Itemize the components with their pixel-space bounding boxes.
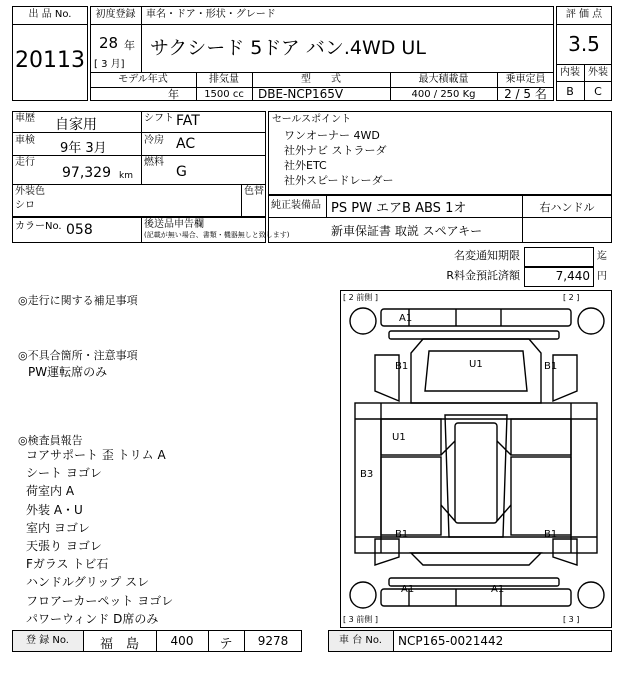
score-label: 評 価 点 [565,9,603,20]
mark-u1-mid: U1 [392,432,406,443]
inspector-item: パワーウィンド D席のみ [26,611,159,626]
color-no-value: 058 [66,222,93,238]
car-diagram [340,290,612,628]
mileage-unit: km [119,171,133,181]
interior-grade: B [566,85,574,98]
name-change-label: 名変通知期限 [454,249,520,262]
chassis-number: NCP165-0021442 [398,634,504,648]
corner-label-tr: [ 2 ] [563,293,580,302]
mileage-label: 走行 [15,157,35,168]
lot-label: 出 品 No. [28,9,72,20]
ac-value: AC [176,136,196,152]
recycle-unit: 円 [597,271,607,282]
reg-after-note: (記載が無い場合、書類・機器無しと致します) [144,231,290,239]
inspector-item: 外装 A・U [26,502,83,517]
registration-kana: テ [219,637,233,652]
inspection-value: 9年 3月 [60,141,107,156]
mark-b1-bl: B1 [395,529,409,540]
shift-value: FAT [176,113,200,129]
corner-label-br: [ 3 ] [563,615,580,624]
inspector-item: ハンドルグリップ スレ [26,575,150,590]
mark-u1-top: U1 [469,359,483,370]
recycle-value: 7,440 [555,269,590,283]
reg-after-label: 後送品申告欄 [144,219,204,230]
inspector-item: 荷室内 A [26,484,75,499]
fuel-value: G [176,164,187,180]
mark-b1-tr: B1 [544,361,558,372]
load-label: 最大積載量 [418,74,469,85]
capacity-label: 乗車定員 [505,74,546,85]
capacity-value: 2 / 5 名 [504,87,547,101]
history-value: 自家用 [55,117,97,133]
sales-point-3: 社外ETC [284,159,327,172]
name-change-unit: 迄 [597,251,607,262]
sales-point-4: 社外スピードレーダー [284,174,394,187]
score-value: 3.5 [568,32,600,56]
mark-b3: B3 [360,469,374,480]
first-reg-year: 28 [99,34,119,52]
inspector-list [26,446,173,628]
inspector-label: ◎検査員報告 [18,434,83,447]
fuel-label: 燃料 [144,157,164,168]
handle-value: 右ハンドル [539,201,595,214]
mark-b1-tl: B1 [395,361,409,372]
lot-number: 20113 [15,48,85,73]
exterior-grade: C [594,85,602,98]
sales-point-2: 社外ナビ ストラーダ [284,144,387,157]
inspector-item: コアサポート 歪 トリム A [26,448,166,462]
inspector-item: Fガラス トビ石 [26,557,109,572]
registration-class: 400 [170,634,194,648]
sales-points-label: セールスポイント [272,114,352,125]
inspector-item: フロアーカーペット ヨゴレ [26,593,174,608]
car-name-label: 車名・ドア・形状・グレード [146,9,276,20]
corner-label-bl: [ 3 前側 ] [343,615,378,624]
shift-label: シフト [144,113,174,124]
name-change-box [524,247,594,267]
type-value: DBE-NCP165V [258,87,344,101]
recycle-label: R料金預託済額 [446,269,520,282]
first-reg-year-unit: 年 [124,39,135,52]
first-reg-label: 初度登録 [95,9,136,20]
model-year-unit: 年 [168,88,179,101]
chassis-label: 車 台 No. [339,635,382,646]
registration-number: 9278 [257,634,289,648]
inspector-item: シート ヨゴレ [26,466,102,481]
defect-notes-label: ◎不具合箇所・注意事項 [18,349,138,362]
interior-label: 内装 [560,67,580,78]
ext-color-value: シロ [15,200,35,211]
mark-a1-br: A1 [491,584,505,595]
corner-label-tl: [ 2 前側 ] [343,293,378,302]
color-no-label: カラーNo. [15,221,62,232]
first-reg-month: [ 3 月] [94,59,125,70]
defect-notes-text: PW運転席のみ [28,365,108,379]
mileage-value: 97,329 [62,165,111,181]
equipment-items: PS PW エアB ABS 1オ [331,201,467,216]
type-label: 型 式 [301,74,341,85]
inspector-item: 室内 ヨゴレ [26,520,90,535]
displacement-label: 排気量 [209,74,239,85]
mark-a1-bl: A1 [401,584,415,595]
load-value: 400 / 250 Kg [411,89,476,100]
registration-region: 福 島 [99,637,139,652]
details-box [12,111,266,217]
exterior-label: 外装 [588,67,608,78]
ext-color-label: 外装色 [15,186,45,197]
inspection-label: 車検 [15,135,35,146]
sales-point-1: ワンオーナー 4WD [284,129,380,142]
registration-label: 登 録 No. [26,635,69,646]
inspector-item: 天張り ヨゴレ [26,539,102,554]
color-change-label: 色替 [244,186,264,197]
mark-a1-top: A1 [399,313,413,324]
displacement-value: 1500 cc [204,89,244,100]
mark-b1-br: B1 [544,529,558,540]
equipment-label: 純正装備品 [271,200,321,211]
model-year-label: モデル年式 [118,74,168,85]
driving-notes-label: ◎走行に関する補足事項 [18,294,138,307]
car-name: サクシード 5ドア バン.4WD UL [150,37,426,59]
ac-label: 冷房 [144,135,164,146]
history-label: 車歴 [15,113,35,124]
docs-value: 新車保証書 取説 スペアキー [331,224,483,238]
